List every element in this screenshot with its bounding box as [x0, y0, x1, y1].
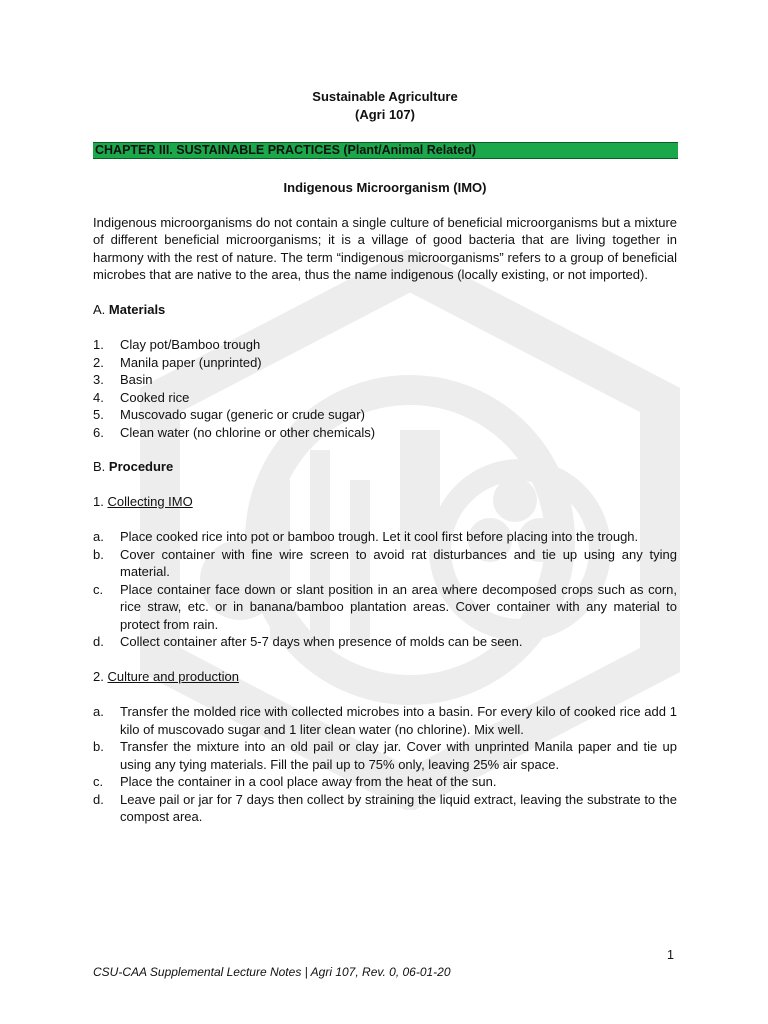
list-marker: 2.	[93, 354, 104, 370]
collecting-steps-list	[93, 528, 677, 651]
list-item	[93, 371, 677, 389]
list-marker: 6.	[93, 424, 104, 440]
section-title: Indigenous Microorganism (IMO)	[283, 180, 487, 195]
list-item	[93, 546, 677, 581]
list-item-text: Cooked rice	[120, 389, 190, 405]
list-item-text: Place container face down or slant position in an area where decomposed crops such as corn, rice straw, etc. or in banana/bamboo plantation areas. Cover container with any material to protect from rain.	[120, 581, 677, 632]
list-item	[93, 703, 677, 738]
list-marker: d.	[93, 791, 104, 807]
list-item-text: Transfer the mixture into an old pail or clay jar. Cover with unprinted Manila paper and tie up using any tying materials. Fill the pail up to 75% only, leaving 25% air space.	[120, 739, 677, 772]
list-item-text: Muscovado sugar (generic or crude sugar)	[120, 407, 365, 422]
list-marker: b.	[93, 546, 104, 562]
list-item-text: Collect container after 5-7 days when presence of molds can be seen.	[120, 634, 523, 649]
materials-prefix: A.	[93, 301, 106, 317]
list-item	[93, 791, 677, 826]
list-item-text: Cover container with fine wire screen to avoid rat disturbances and tie up using any tying material.	[120, 546, 677, 579]
page-number: 1	[667, 948, 674, 962]
procedure-heading	[93, 458, 677, 476]
step-prefix: 2.	[93, 668, 104, 684]
list-item	[93, 773, 677, 791]
list-item-text: Manila paper (unprinted)	[120, 354, 262, 370]
list-item	[93, 389, 677, 407]
procedure-prefix: B.	[93, 459, 106, 474]
list-item-text: Place cooked rice into pot or bamboo trough. Let it cool first before placing into the trough.	[120, 529, 639, 544]
step-prefix: 1.	[93, 493, 104, 509]
step-title: Culture and production	[107, 668, 239, 684]
chapter-banner: CHAPTER III. SUSTAINABLE PRACTICES (Plant/Animal Related)	[93, 142, 678, 159]
course-code: (Agri 107)	[355, 106, 415, 122]
list-marker: 3.	[93, 372, 104, 387]
list-marker: 1.	[93, 337, 104, 352]
list-item	[93, 336, 677, 354]
list-marker: d.	[93, 634, 104, 649]
list-item-text: Clay pot/Bamboo trough	[120, 337, 261, 352]
document-title	[93, 88, 677, 123]
list-marker: c.	[93, 581, 104, 597]
list-item-text: Transfer the molded rice with collected microbes into a basin. For every kilo of cooked rice add 1 kilo of muscovado sugar and 1 liter clean water (no chlorine). Mix well.	[120, 704, 677, 737]
course-title: Sustainable Agriculture	[312, 89, 458, 104]
intro-paragraph: Indigenous microorganisms do not contain a single culture of beneficial microorganisms but a mixture of different beneficial microorganisms; it is a village of good bacteria that are living together in harmony with the rest of nature. The term “indigenous microorganisms” refers to a group of beneficial microbes that are native to the area, thus the name indigenous (locally existing, or not imported).	[93, 214, 677, 282]
list-marker: 4.	[93, 389, 104, 405]
list-item	[93, 633, 677, 651]
materials-heading	[93, 301, 677, 319]
list-item	[93, 424, 677, 442]
step-heading-culture	[93, 668, 677, 686]
list-marker: 5.	[93, 407, 104, 422]
list-marker: c.	[93, 774, 104, 789]
list-item-text: Leave pail or jar for 7 days then collect by straining the liquid extract, leaving the substrate to the compost area.	[120, 791, 677, 824]
list-item	[93, 581, 677, 634]
list-item	[93, 738, 677, 773]
document-content	[93, 88, 677, 826]
list-marker: b.	[93, 739, 104, 754]
list-item-text: Clean water (no chlorine or other chemicals)	[120, 424, 376, 440]
materials-title: Materials	[108, 301, 166, 317]
list-marker: a.	[93, 529, 104, 544]
step-title: Collecting IMO	[107, 493, 193, 509]
list-marker: a.	[93, 704, 104, 719]
culture-steps-list	[93, 703, 677, 826]
materials-list	[93, 336, 677, 441]
list-item	[93, 528, 677, 546]
list-item	[93, 406, 677, 424]
list-item-text: Basin	[120, 372, 153, 387]
step-heading-collecting	[93, 493, 677, 511]
page-footer: CSU-CAA Supplemental Lecture Notes | Agri 107, Rev. 0, 06-01-20	[93, 965, 451, 979]
list-item-text: Place the container in a cool place away from the heat of the sun.	[120, 774, 497, 789]
list-item	[93, 354, 677, 372]
procedure-title: Procedure	[108, 459, 174, 474]
